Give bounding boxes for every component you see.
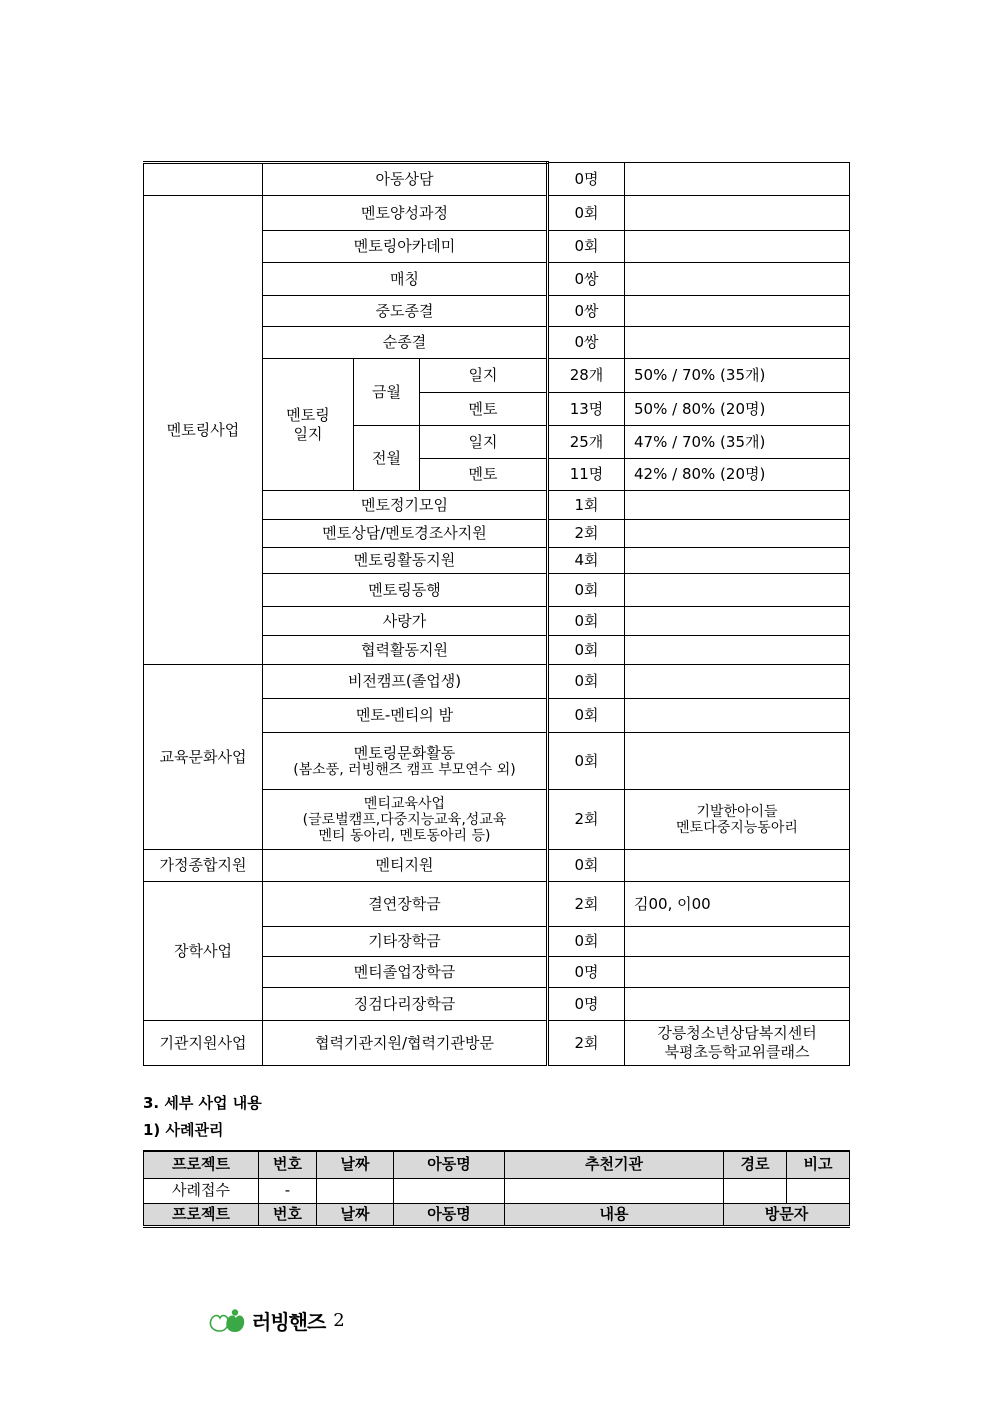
column-header: 번호 (259, 1203, 317, 1226)
journal-sub-cell: 멘토 (420, 393, 548, 426)
journal-label-line: 일지 (293, 424, 323, 443)
count-cell: 0명 (548, 988, 625, 1021)
count-cell: 0회 (548, 636, 625, 665)
column-header: 추천기관 (505, 1151, 724, 1178)
page-number: 2 (333, 1310, 345, 1331)
note-cell (625, 263, 850, 296)
footer (208, 1306, 345, 1335)
count-cell: 2회 (548, 520, 625, 548)
item-cell (263, 790, 548, 850)
note-cell (625, 1021, 850, 1066)
note-cell (625, 574, 850, 607)
count-cell: 13명 (548, 393, 625, 426)
count-cell: 0회 (548, 699, 625, 733)
column-header: 날짜 (317, 1203, 394, 1226)
referral-cell (505, 1178, 724, 1203)
journal-label-line: 멘토링 (286, 405, 330, 424)
group-label: 교육문화사업 (144, 665, 263, 850)
count-cell: 0쌍 (548, 296, 625, 327)
count-cell: 11명 (548, 459, 625, 491)
note-cell: 47% / 70% (35개) (625, 426, 850, 459)
note-cell (625, 163, 850, 196)
count-cell: 2회 (548, 882, 625, 927)
item-cell: 협력기관지원/협력기관방문 (263, 1021, 548, 1066)
note-cell (625, 327, 850, 359)
item-line: (글로벌캠프,다중지능교육,성교육 (302, 811, 507, 828)
table-row (144, 163, 850, 196)
item-cell: 멘토정기모임 (263, 491, 548, 520)
item-cell: 멘티지원 (263, 850, 548, 882)
note-cell: 50% / 70% (35개) (625, 359, 850, 393)
note-cell: 김00, 이00 (625, 882, 850, 927)
item-cell: 아동상담 (263, 163, 548, 196)
note-line: 멘토다중지능동아리 (676, 819, 798, 836)
empty-cell (144, 163, 263, 196)
last-month-label: 전월 (354, 426, 420, 491)
count-cell: 0회 (548, 574, 625, 607)
column-header: 비고 (787, 1151, 850, 1178)
count-cell: 28개 (548, 359, 625, 393)
note-cell (625, 231, 850, 263)
this-month-label: 금월 (354, 359, 420, 426)
project-cell: 사례접수 (144, 1178, 259, 1203)
journal-sub-cell: 일지 (420, 359, 548, 393)
item-cell: 협력활동지원 (263, 636, 548, 665)
column-header: 아동명 (394, 1151, 505, 1178)
count-cell: 0회 (548, 231, 625, 263)
item-cell: 중도종결 (263, 296, 548, 327)
item-cell: 매칭 (263, 263, 548, 296)
item-cell: 멘토-멘티의 밤 (263, 699, 548, 733)
count-cell: 0회 (548, 850, 625, 882)
table-header-row (144, 1203, 850, 1226)
table-row (144, 1021, 850, 1066)
journal-label (263, 359, 354, 491)
item-cell: 징검다리장학금 (263, 988, 548, 1021)
note-cell (625, 850, 850, 882)
count-cell: 2회 (548, 1021, 625, 1066)
count-cell: 0회 (548, 665, 625, 699)
column-header: 경로 (724, 1151, 787, 1178)
count-cell: 0회 (548, 196, 625, 231)
item-cell: 멘티졸업장학금 (263, 957, 548, 988)
note-cell (625, 733, 850, 790)
note-cell (625, 520, 850, 548)
note-cell: 50% / 80% (20명) (625, 393, 850, 426)
column-header: 아동명 (394, 1203, 505, 1226)
note-cell (625, 491, 850, 520)
item-line: 멘티교육사업 (363, 795, 446, 812)
note-cell (625, 927, 850, 957)
route-cell (724, 1178, 787, 1203)
item-cell: 순종결 (263, 327, 548, 359)
item-cell: 비전캠프(졸업생) (263, 665, 548, 699)
table-row (144, 196, 850, 231)
date-cell (317, 1178, 394, 1203)
item-line: (봄소풍, 러빙핸즈 캠프 부모연수 외) (293, 762, 516, 779)
group-label: 가정종합지원 (144, 850, 263, 882)
note-cell (625, 988, 850, 1021)
note-line: 기발한아이들 (696, 803, 778, 820)
note-cell (625, 665, 850, 699)
column-header: 프로젝트 (144, 1203, 259, 1226)
program-statistics-table (143, 161, 850, 1066)
case-management-table (143, 1150, 850, 1228)
group-label: 멘토링사업 (144, 196, 263, 665)
remark-cell (787, 1178, 850, 1203)
note-cell (625, 957, 850, 988)
item-line: 멘티 동아리, 멘토동아리 등) (318, 827, 491, 844)
note-line: 강릉청소년상담복지센터 (657, 1024, 817, 1043)
section-title: 3. 세부 사업 내용 (143, 1094, 262, 1112)
count-cell: 0명 (548, 163, 625, 196)
note-cell (625, 196, 850, 231)
column-header: 내용 (505, 1203, 724, 1226)
group-label: 기관지원사업 (144, 1021, 263, 1066)
item-cell: 멘토양성과정 (263, 196, 548, 231)
column-header: 프로젝트 (144, 1151, 259, 1178)
column-header: 방문자 (724, 1203, 850, 1226)
count-cell: 0쌍 (548, 327, 625, 359)
count-cell: 0회 (548, 733, 625, 790)
count-cell: 4회 (548, 548, 625, 574)
logo-text: 러빙핸즈 (252, 1310, 326, 1334)
table-row (144, 665, 850, 699)
note-line: 북평초등학교위클래스 (664, 1043, 810, 1061)
table-header-row (144, 1151, 850, 1178)
count-cell: 0회 (548, 927, 625, 957)
item-line: 멘토링문화활동 (353, 743, 456, 762)
note-cell (625, 699, 850, 733)
item-cell: 기타장학금 (263, 927, 548, 957)
count-cell: 0회 (548, 607, 625, 636)
subsection-title: 1) 사례관리 (143, 1121, 224, 1139)
column-header: 번호 (259, 1151, 317, 1178)
journal-sub-cell: 일지 (420, 426, 548, 459)
note-cell (625, 607, 850, 636)
item-cell: 멘토상담/멘토경조사지원 (263, 520, 548, 548)
item-cell: 결연장학금 (263, 882, 548, 927)
loving-hands-logo-icon (208, 1308, 248, 1334)
count-cell: 25개 (548, 426, 625, 459)
item-cell (263, 733, 548, 790)
table-row (144, 1178, 850, 1203)
journal-sub-cell: 멘토 (420, 459, 548, 491)
item-cell: 멘토링아카데미 (263, 231, 548, 263)
child-name-cell (394, 1178, 505, 1203)
table-row (144, 882, 850, 927)
number-cell: - (259, 1178, 317, 1203)
item-cell: 멘토링활동지원 (263, 548, 548, 574)
count-cell: 1회 (548, 491, 625, 520)
count-cell: 0쌍 (548, 263, 625, 296)
note-cell (625, 790, 850, 850)
note-cell (625, 548, 850, 574)
note-cell: 42% / 80% (20명) (625, 459, 850, 491)
count-cell: 2회 (548, 790, 625, 850)
note-cell (625, 296, 850, 327)
group-label: 장학사업 (144, 882, 263, 1021)
item-cell: 멘토링동행 (263, 574, 548, 607)
table-row (144, 850, 850, 882)
column-header: 날짜 (317, 1151, 394, 1178)
note-cell (625, 636, 850, 665)
count-cell: 0명 (548, 957, 625, 988)
item-cell: 사랑가 (263, 607, 548, 636)
